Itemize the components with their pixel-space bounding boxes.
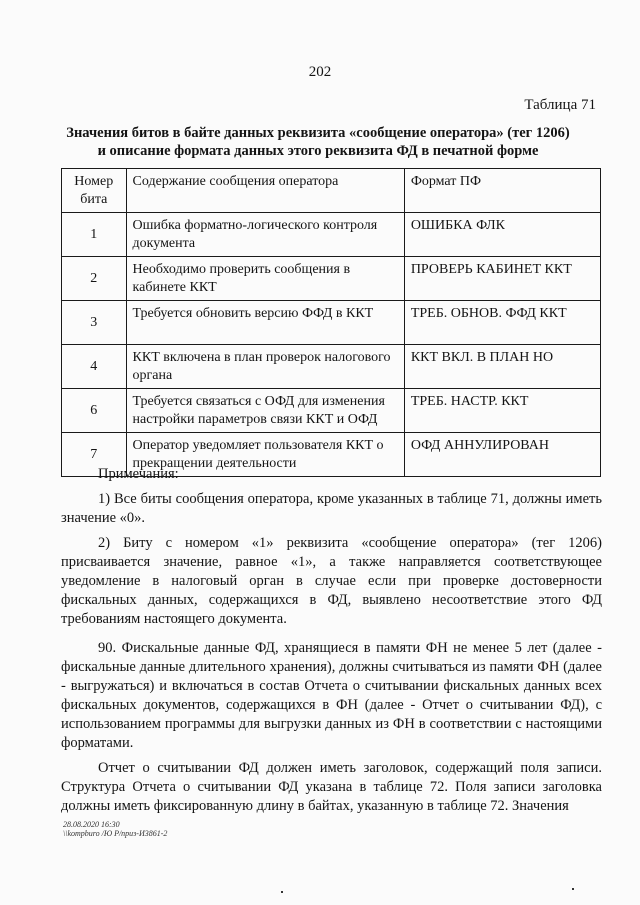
table-row xyxy=(62,257,601,301)
cell-bit: 2 xyxy=(62,257,127,301)
section-90-paragraph-1: 90. Фискальные данные ФД, хранящиеся в памяти ФН не менее 5 лет (далее - фискальные данные длительного хранения), должны считываться из памяти ФН (далее - выгружаться) и включаться в состав Отчета о считывании фискальных данных всех фискальных документов, содержащихся в ФН (далее - Отчет о считывании ФД), с использованием программы для выгрузки данных из ФН в соответствии с настоящими форматами. xyxy=(61,640,602,751)
cell-bit: 1 xyxy=(62,213,127,257)
note-1: 1) Все биты сообщения оператора, кроме указанных в таблице 71, должны иметь значение «0». xyxy=(61,491,602,526)
cell-content: Требуется связаться с ОФД для изменения настройки параметров связи ККТ и ОФД xyxy=(126,389,404,433)
cell-format: ККТ ВКЛ. В ПЛАН НО xyxy=(404,345,600,389)
cell-content: Требуется обновить версию ФФД в ККТ xyxy=(126,301,404,345)
page-number: 202 xyxy=(308,64,332,80)
cell-content: Оператор уведомляет пользователя ККТ о прекращении деятельности xyxy=(126,433,404,477)
table-title-line2: и описание формата данных этого реквизита ФД в печатной форме xyxy=(97,143,539,159)
scan-dot xyxy=(281,891,283,893)
notes-section xyxy=(61,465,602,629)
footer-path: \\kompburo /Ю Р/приз-И3861-2 xyxy=(63,829,168,838)
cell-format: ТРЕБ. НАСТР. ККТ xyxy=(404,389,600,433)
cell-content: ККТ включена в план проверок налогового органа xyxy=(126,345,404,389)
table-title-line1: Значения битов в байте данных реквизита «сообщение оператора» (тег 1206) xyxy=(66,125,570,141)
table-header-row xyxy=(62,169,601,213)
cell-format: ОШИБКА ФЛК xyxy=(404,213,600,257)
table-row xyxy=(62,301,601,345)
table-row xyxy=(62,345,601,389)
header-bit-number: Номер бита xyxy=(62,169,127,213)
cell-bit: 4 xyxy=(62,345,127,389)
header-content: Содержание сообщения оператора xyxy=(126,169,404,213)
header-format: Формат ПФ xyxy=(404,169,600,213)
footer-stamp xyxy=(63,820,167,838)
table-title xyxy=(40,124,596,160)
scan-dot xyxy=(572,888,574,890)
cell-bit: 3 xyxy=(62,301,127,345)
notes-heading: Примечания: xyxy=(98,466,179,482)
note-2: 2) Биту с номером «1» реквизита «сообщение оператора» (тег 1206) присваивается значение, равное «1», а также направляется соответствующее уведомление в налоговый орган в случае если при проверке достоверности фискальных данных, содержащихся в ФД, выявлено несоответствие этого ФД требованиям настоящего документа. xyxy=(61,535,602,627)
cell-format: ПРОВЕРЬ КАБИНЕТ ККТ xyxy=(404,257,600,301)
bits-table xyxy=(61,168,601,477)
cell-content: Ошибка форматно-логического контроля документа xyxy=(126,213,404,257)
section-90-paragraph-2: Отчет о считывании ФД должен иметь заголовок, содержащий поля записи. Структура Отчета о считывании ФД указана в таблице 72. Поля записи заголовка должны иметь фиксированную длину в байтах, указанную в таблице 72. Значения xyxy=(61,760,602,814)
cell-content: Необходимо проверить сообщения в кабинете ККТ xyxy=(126,257,404,301)
cell-bit: 6 xyxy=(62,389,127,433)
footer-date: 28.08.2020 16:30 xyxy=(63,820,120,829)
section-90 xyxy=(61,639,602,816)
cell-format: ТРЕБ. ОБНОВ. ФФД ККТ xyxy=(404,301,600,345)
cell-bit: 7 xyxy=(62,433,127,477)
table-row xyxy=(62,213,601,257)
cell-format: ОФД АННУЛИРОВАН xyxy=(404,433,600,477)
table-row xyxy=(62,389,601,433)
table-label: Таблица 71 xyxy=(524,97,596,113)
